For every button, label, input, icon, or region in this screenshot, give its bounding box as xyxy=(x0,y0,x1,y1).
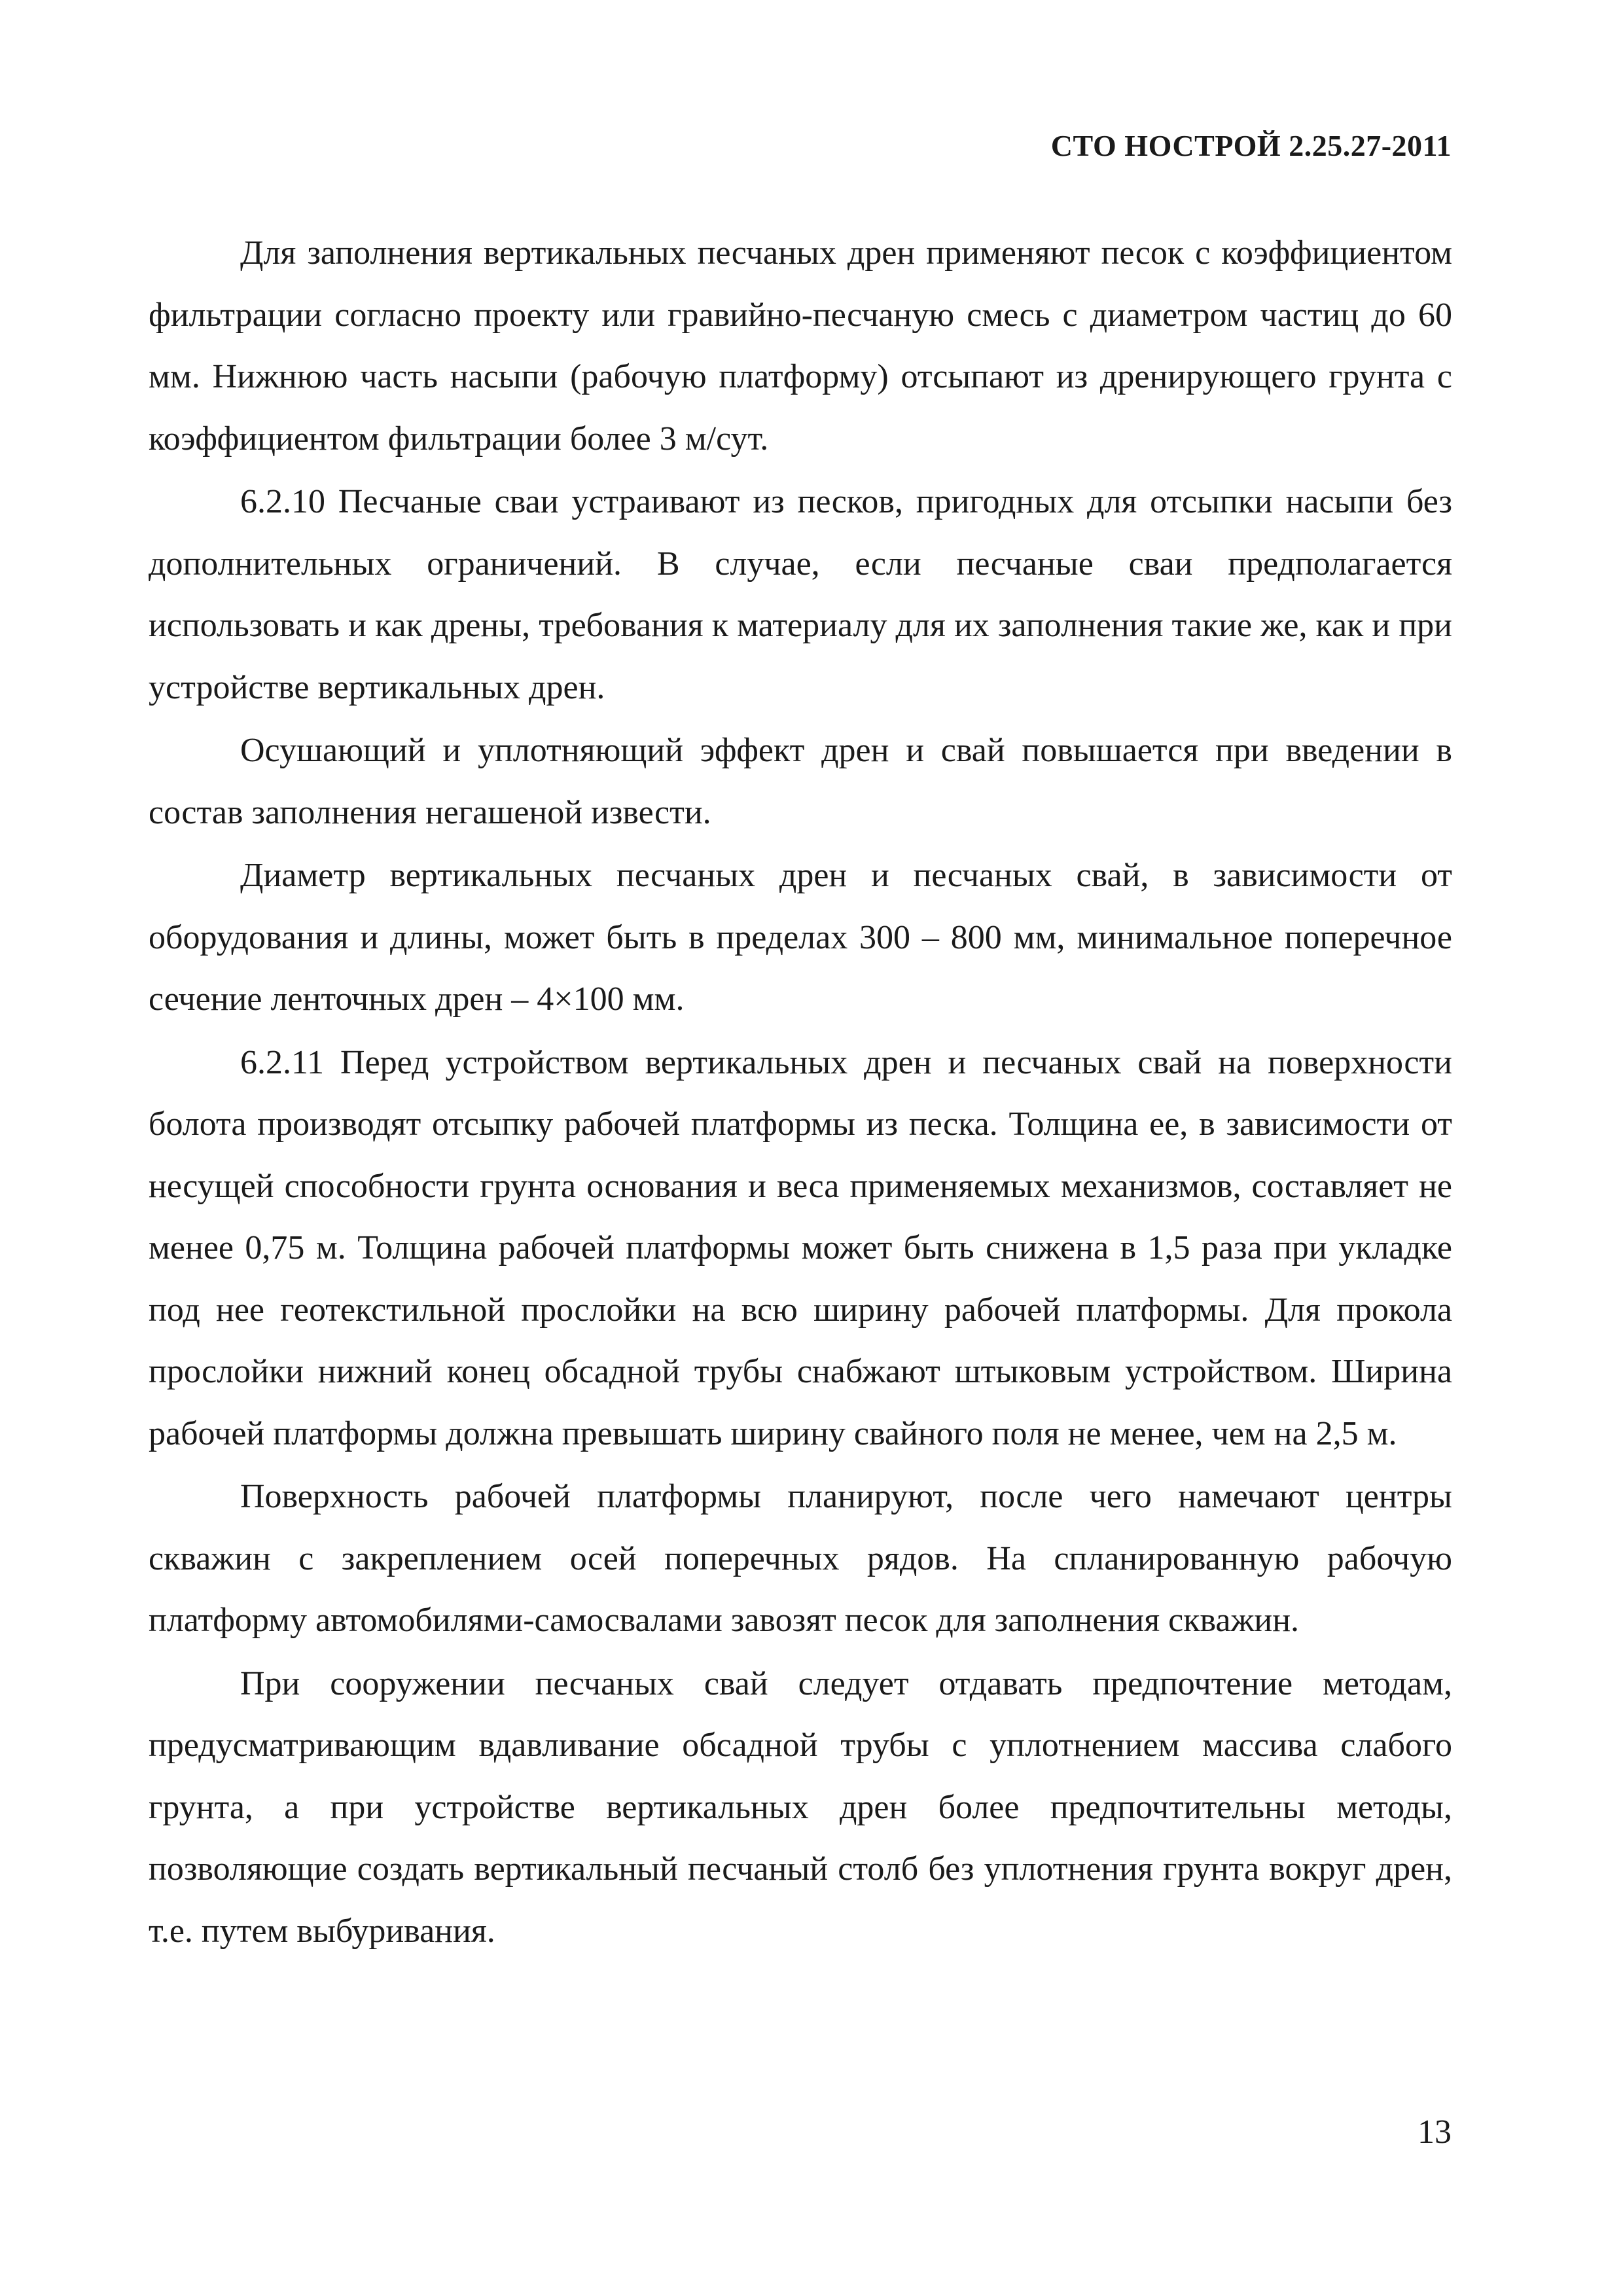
body-text xyxy=(149,223,1452,1964)
paragraph-diameter: Диаметр вертикальных песчаных дрен и песчаных свай, в зависимости от оборудования и длины, может быть в пределах 300 – 800 мм, минимальное поперечное сечение ленточных дрен – 4×100 мм. xyxy=(149,857,1452,1018)
paragraph-filling-material: Для заполнения вертикальных песчаных дрен применяют песок с коэффициентом фильтрации согласно проекту или гравийно-песчаную смесь с диаметром частиц до 60 мм. Нижнюю часть насыпи (рабочую платформу) отсыпают из дренирующего грунта с коэффициентом фильтрации более 3 м/сут. xyxy=(149,234,1452,457)
paragraph-construction-methods: При сооружении песчаных свай следует отдавать предпочтение методам, предусматривающим вдавливание обсадной трубы с уплотнением массива слабого грунта, а при устройстве вертикальных дрен более предпочтительны методы, позволяющие создать вертикальный песчаный столб без уплотнения грунта вокруг дрен, т.е. путем выбуривания. xyxy=(149,1664,1452,1950)
paragraph-platform-surface: Поверхность рабочей платформы планируют, после чего намечают центры скважин с закреплением осей поперечных рядов. На спланированную рабочую платформу автомобилями-самосвалами завозят песок для заполнения скважин. xyxy=(149,1478,1452,1639)
paragraph-quicklime-effect: Осушающий и уплотняющий эффект дрен и свай повышается при введении в состав заполнения негашеной извести. xyxy=(149,732,1452,831)
paragraph-6-2-10: 6.2.10 Песчаные сваи устраивают из песков, пригодных для отсыпки насыпи без дополнительных ограничений. В случае, если песчаные сваи предполагается использовать и как дрены, требования к материалу для их заполнения такие же, как и при устройстве вертикальных дрен. xyxy=(149,483,1452,706)
paragraph-6-2-11: 6.2.11 Перед устройством вертикальных дрен и песчаных свай на поверхности болота производят отсыпку рабочей платформы из песка. Толщина ее, в зависимости от несущей способности грунта основания и веса применяемых механизмов, составляет не менее 0,75 м. Толщина рабочей платформы может быть снижена в 1,5 раза при укладке под нее геотекстильной прослойки на всю ширину рабочей платформы. Для прокола прослойки нижний конец обсадной трубы снабжают штыковым устройством. Ширина рабочей платформы должна превышать ширину свайного поля не менее, чем на 2,5 м. xyxy=(149,1043,1452,1452)
document-code-header: СТО НОСТРОЙ 2.25.27-2011 xyxy=(1050,129,1452,162)
page-number: 13 xyxy=(1418,2113,1452,2151)
